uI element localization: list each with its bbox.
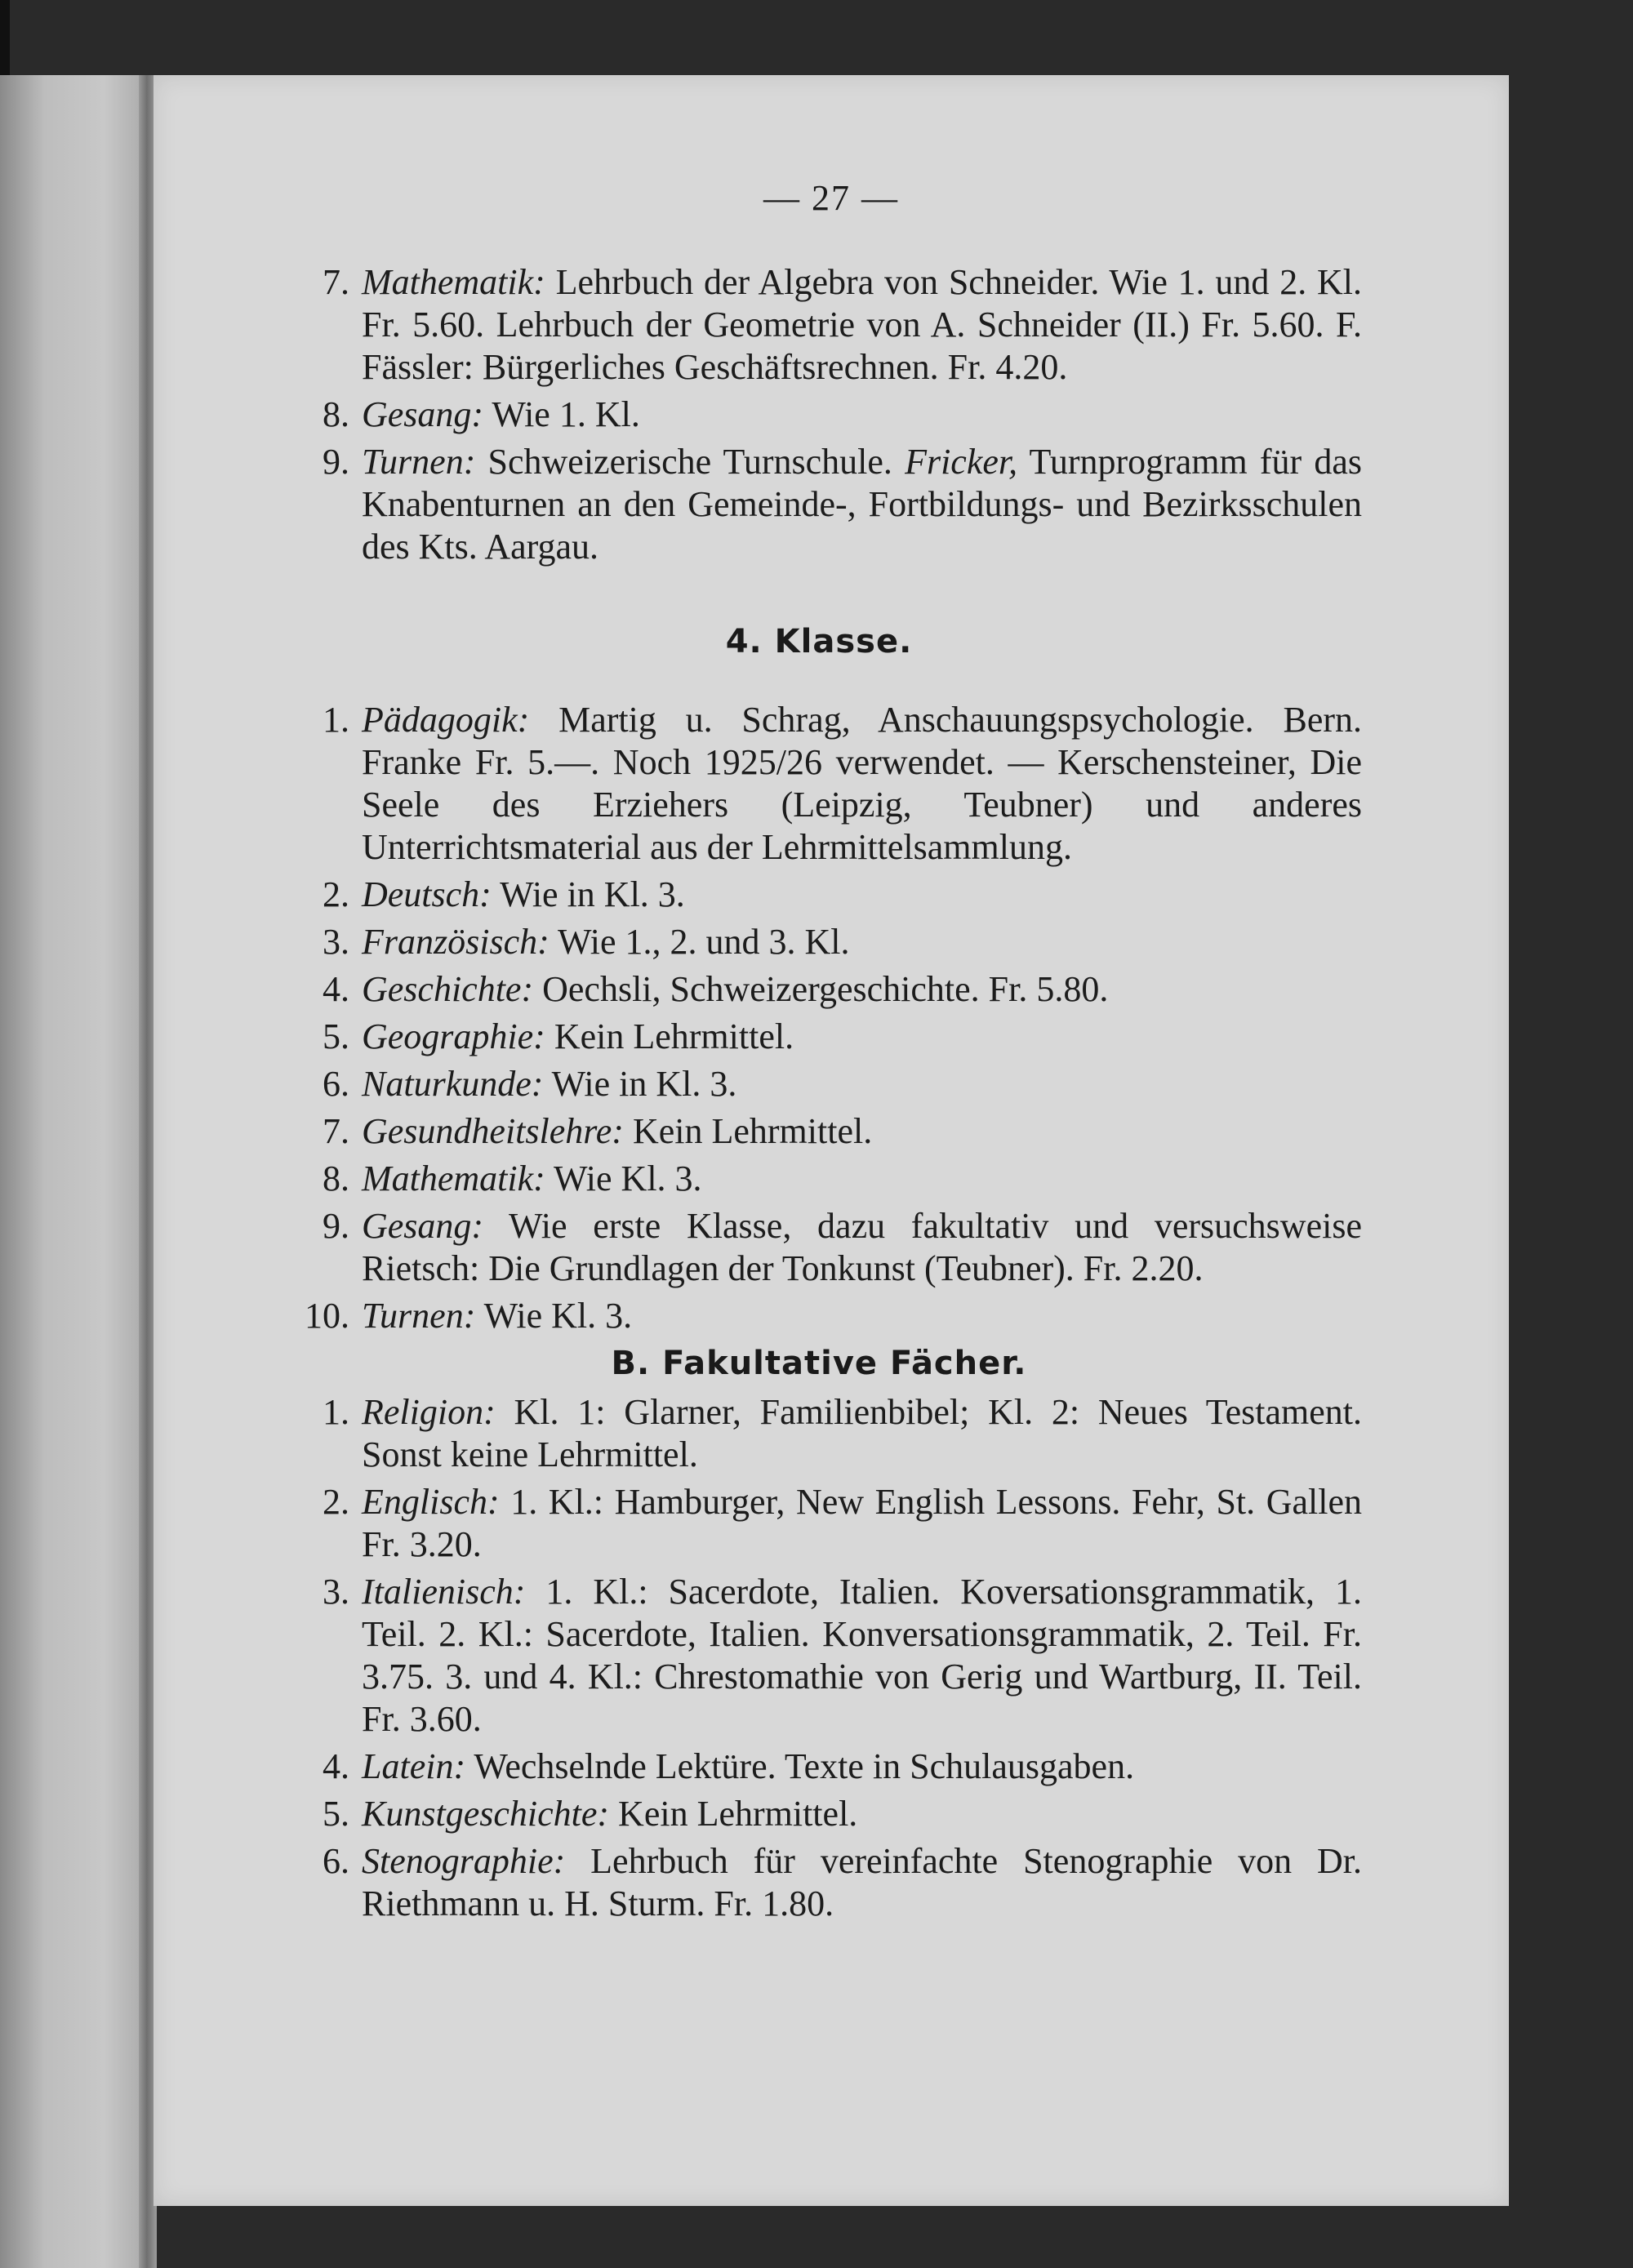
- item-text: Kein Lehrmittel.: [618, 1794, 858, 1834]
- item-number: 6.: [323, 1064, 349, 1104]
- list-item: [276, 1110, 1362, 1153]
- item-number: 1.: [323, 700, 349, 740]
- list-item: [276, 441, 1362, 568]
- item-text: Wie Kl. 3.: [554, 1158, 702, 1198]
- item-number: 2.: [323, 1482, 349, 1522]
- item-subject: Englisch:: [362, 1482, 500, 1522]
- item-number: 2.: [323, 874, 349, 914]
- item-number: 8.: [323, 1158, 349, 1198]
- item-subject: Kunstgeschichte:: [362, 1794, 610, 1834]
- item-text: 1. Kl.: Sacerdote, Italien. Koversationsgrammatik, 1. Teil. 2. Kl.: Sacerdote, Italien. Konversationsgrammatik, 2. Teil. Fr. 3.75. 3. und 4. Kl.: Chrestomathie von Gerig und Wartburg, II. Teil. Fr. 3.60.: [362, 1572, 1363, 1739]
- item-number: 5.: [323, 1794, 349, 1834]
- item-subject: Gesang:: [362, 394, 484, 434]
- list-item: [276, 1063, 1362, 1105]
- item-subject: Gesang:: [362, 1206, 484, 1246]
- item-subject: Geschichte:: [362, 969, 534, 1009]
- item-number: 3.: [323, 922, 349, 962]
- list-item: [276, 1391, 1362, 1476]
- document-page: [154, 75, 1509, 2206]
- list-item: [276, 261, 1362, 389]
- item-text: Wie in Kl. 3.: [551, 1064, 737, 1104]
- item-text: Oechsli, Schweizergeschichte. Fr. 5.80.: [542, 969, 1109, 1009]
- list-item: [276, 1571, 1362, 1741]
- item-subject: Turnen:: [362, 442, 476, 482]
- item-text: Wie erste Klasse, dazu fakultativ und versuchsweise Rietsch: Die Grundlagen der Tonkunst (Teubner). Fr. 2.20.: [362, 1206, 1362, 1288]
- list-item: [276, 1793, 1362, 1835]
- list-item: [276, 1205, 1362, 1290]
- item-subject: Mathematik:: [362, 1158, 545, 1198]
- item-text: Turnprogramm für das Knabenturnen an den Gemeinde-, Fortbildungs- und Bezirksschulen des Kts. Aargau.: [362, 442, 1362, 567]
- item-text: Schweizerische Turnschule.: [487, 442, 892, 482]
- list-item: [276, 874, 1362, 916]
- list-item: [276, 921, 1362, 963]
- list-item: [276, 1295, 1362, 1337]
- item-number: 9.: [323, 442, 349, 482]
- page-number: — 27 —: [763, 178, 899, 218]
- item-text: Lehrbuch der Algebra von Schneider. Wie 1. und 2. Kl. Fr. 5.60. Lehrbuch der Geometrie von A. Schneider (II.) Fr. 5.60. F. Fässler: Bürgerliches Geschäftsrechnen. Fr. 4.20.: [362, 262, 1362, 387]
- list-item: [276, 394, 1362, 436]
- list-item: [276, 1016, 1362, 1058]
- list-item: [276, 1158, 1362, 1200]
- item-text: Kein Lehrmittel.: [632, 1111, 873, 1151]
- item-text: Wie in Kl. 3.: [500, 874, 685, 914]
- item-subject: Italienisch:: [362, 1572, 526, 1612]
- item-number: 7.: [323, 262, 349, 302]
- item-subject: Französisch:: [362, 922, 550, 962]
- item-text: Kein Lehrmittel.: [554, 1016, 794, 1056]
- item-text: Lehrbuch für vereinfachte Stenographie von Dr. Riethmann u. H. Sturm. Fr. 1.80.: [362, 1841, 1362, 1923]
- item-subject: Deutsch:: [362, 874, 492, 914]
- item-text: Wie Kl. 3.: [483, 1296, 633, 1336]
- item-subject: Mathematik:: [362, 262, 545, 302]
- page-content: [276, 261, 1362, 1930]
- section-heading-fakultative-faecher: B. Fakultative Fächer.: [611, 1345, 1027, 1382]
- item-subject: Gesundheitslehre:: [362, 1111, 624, 1151]
- item-number: 5.: [323, 1016, 349, 1056]
- list-item: [276, 1840, 1362, 1925]
- item-subject: Latein:: [362, 1746, 466, 1786]
- item-number: 1.: [323, 1392, 349, 1432]
- list-item: [276, 1745, 1362, 1788]
- item-number: 9.: [323, 1206, 349, 1246]
- item-subject: Pädagogik:: [362, 700, 530, 740]
- list-item: [276, 968, 1362, 1011]
- list-item: [276, 1481, 1362, 1566]
- item-text: Wechselnde Lektüre. Texte in Schulausgaben.: [474, 1746, 1135, 1786]
- item-number: 8.: [323, 394, 349, 434]
- item-subject: Stenographie:: [362, 1841, 566, 1881]
- item-author: Fricker,: [905, 442, 1018, 482]
- item-subject: Turnen:: [362, 1296, 476, 1336]
- item-subject: Naturkunde:: [362, 1064, 544, 1104]
- item-number: 3.: [323, 1572, 349, 1612]
- facing-page-edge: [0, 75, 149, 2268]
- section-heading-4-klasse: 4. Klasse.: [725, 623, 913, 660]
- item-subject: Religion:: [362, 1392, 496, 1432]
- list-item: [276, 699, 1362, 869]
- item-text: Wie 1. Kl.: [492, 394, 640, 434]
- item-subject: Geographie:: [362, 1016, 545, 1056]
- item-text: Martig u. Schrag, Anschauungspsychologie. Bern. Franke Fr. 5.—. Noch 1925/26 verwendet. — Kerschensteiner, Die Seele des Erziehers (Leipzig, Teubner) und anderes Unterrichtsmaterial aus der Lehrmittelsammlung.: [362, 700, 1363, 867]
- item-number: 4.: [323, 969, 349, 1009]
- item-text: Kl. 1: Glarner, Familienbibel; Kl. 2: Neues Testament. Sonst keine Lehrmittel.: [362, 1392, 1362, 1474]
- item-number: 7.: [323, 1111, 349, 1151]
- item-text: Wie 1., 2. und 3. Kl.: [558, 922, 850, 962]
- item-number: 6.: [323, 1841, 349, 1881]
- item-number: 10.: [305, 1296, 349, 1336]
- item-number: 4.: [323, 1746, 349, 1786]
- item-text: 1. Kl.: Hamburger, New English Lessons. Fehr, St. Gallen Fr. 3.20.: [362, 1482, 1362, 1564]
